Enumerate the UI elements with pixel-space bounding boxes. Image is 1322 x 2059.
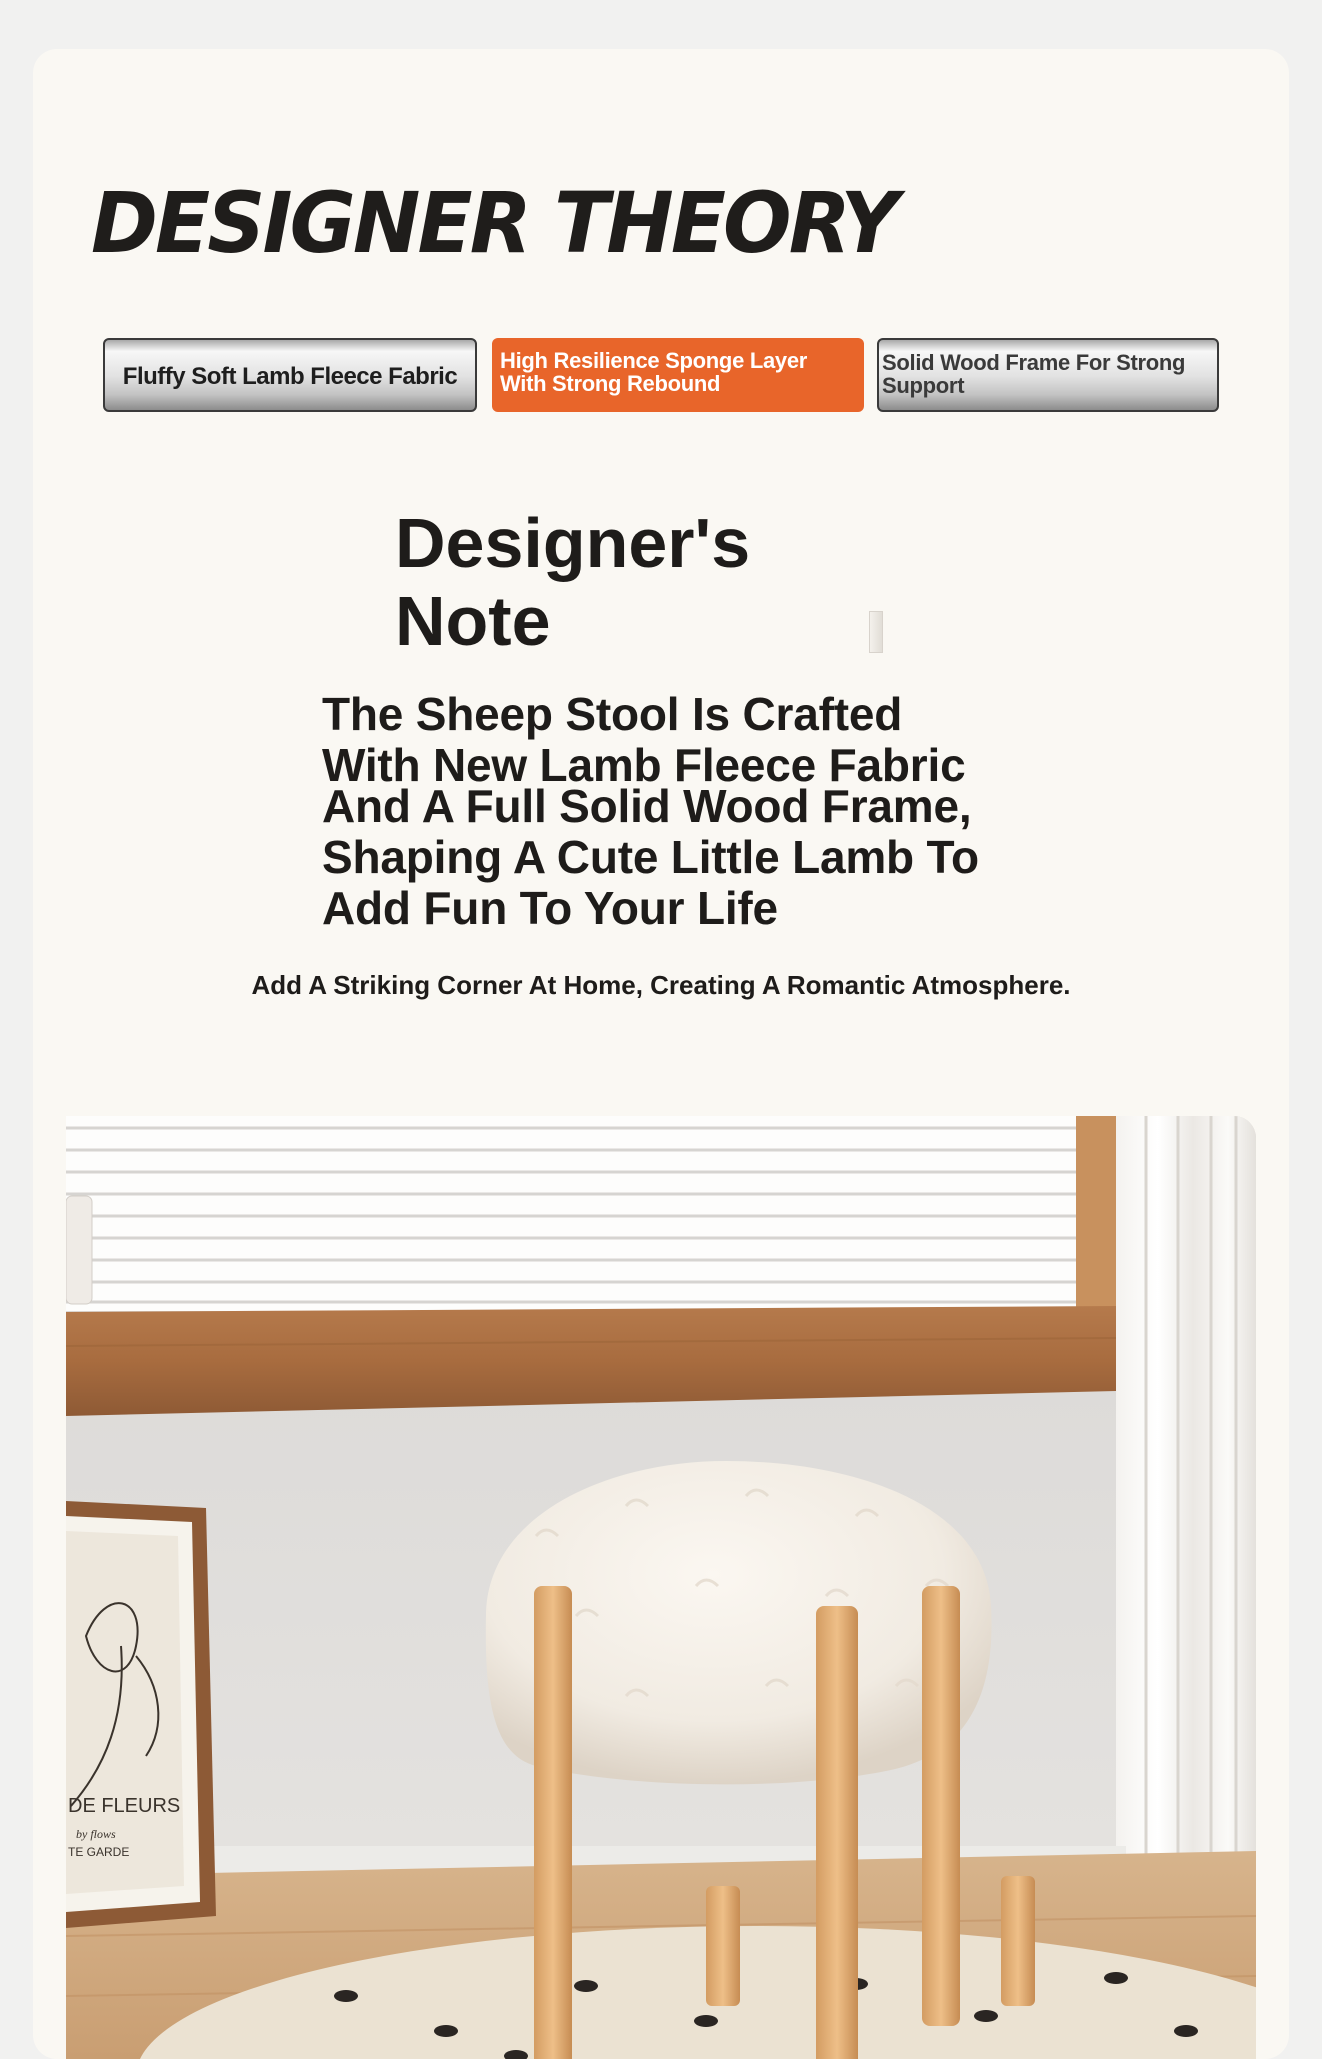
- tab-wood-frame[interactable]: [877, 338, 1219, 412]
- photo-fragment: [869, 611, 883, 653]
- headline-line: The Sheep Stool Is Crafted: [322, 688, 903, 740]
- headline: [322, 689, 1062, 934]
- product-card: [33, 49, 1289, 2059]
- product-photo: [66, 1116, 1256, 2059]
- headline-line: With New Lamb Fleece Fabric: [322, 739, 966, 791]
- headline-line: And A Full Solid Wood Frame,: [322, 780, 972, 832]
- designers-note-title: Designer's Note: [395, 504, 751, 660]
- subline: Add A Striking Corner At Home, Creating A Romantic Atmosphere.: [251, 970, 1071, 1000]
- poster-text: by flows: [76, 1827, 116, 1841]
- tab-lamb-fleece[interactable]: [103, 338, 477, 412]
- tab-sponge-layer[interactable]: [492, 338, 864, 412]
- brand-title: DESIGNER THEORY: [91, 174, 897, 272]
- poster-text: DE FLEURS: [68, 1795, 181, 1817]
- headline-line: Add Fun To Your Life: [322, 882, 778, 934]
- headline-line: Shaping A Cute Little Lamb To: [322, 831, 979, 883]
- room-scene-image: [66, 1116, 1256, 2059]
- tab-label: High Resilience Sponge Layer With Strong Rebound: [500, 348, 808, 396]
- poster-text: TE GARDE: [68, 1845, 130, 1859]
- feature-tabs: [103, 338, 1253, 416]
- tab-label: Solid Wood Frame For Strong Support: [882, 350, 1186, 398]
- tab-label: Fluffy Soft Lamb Fleece Fabric: [122, 363, 458, 390]
